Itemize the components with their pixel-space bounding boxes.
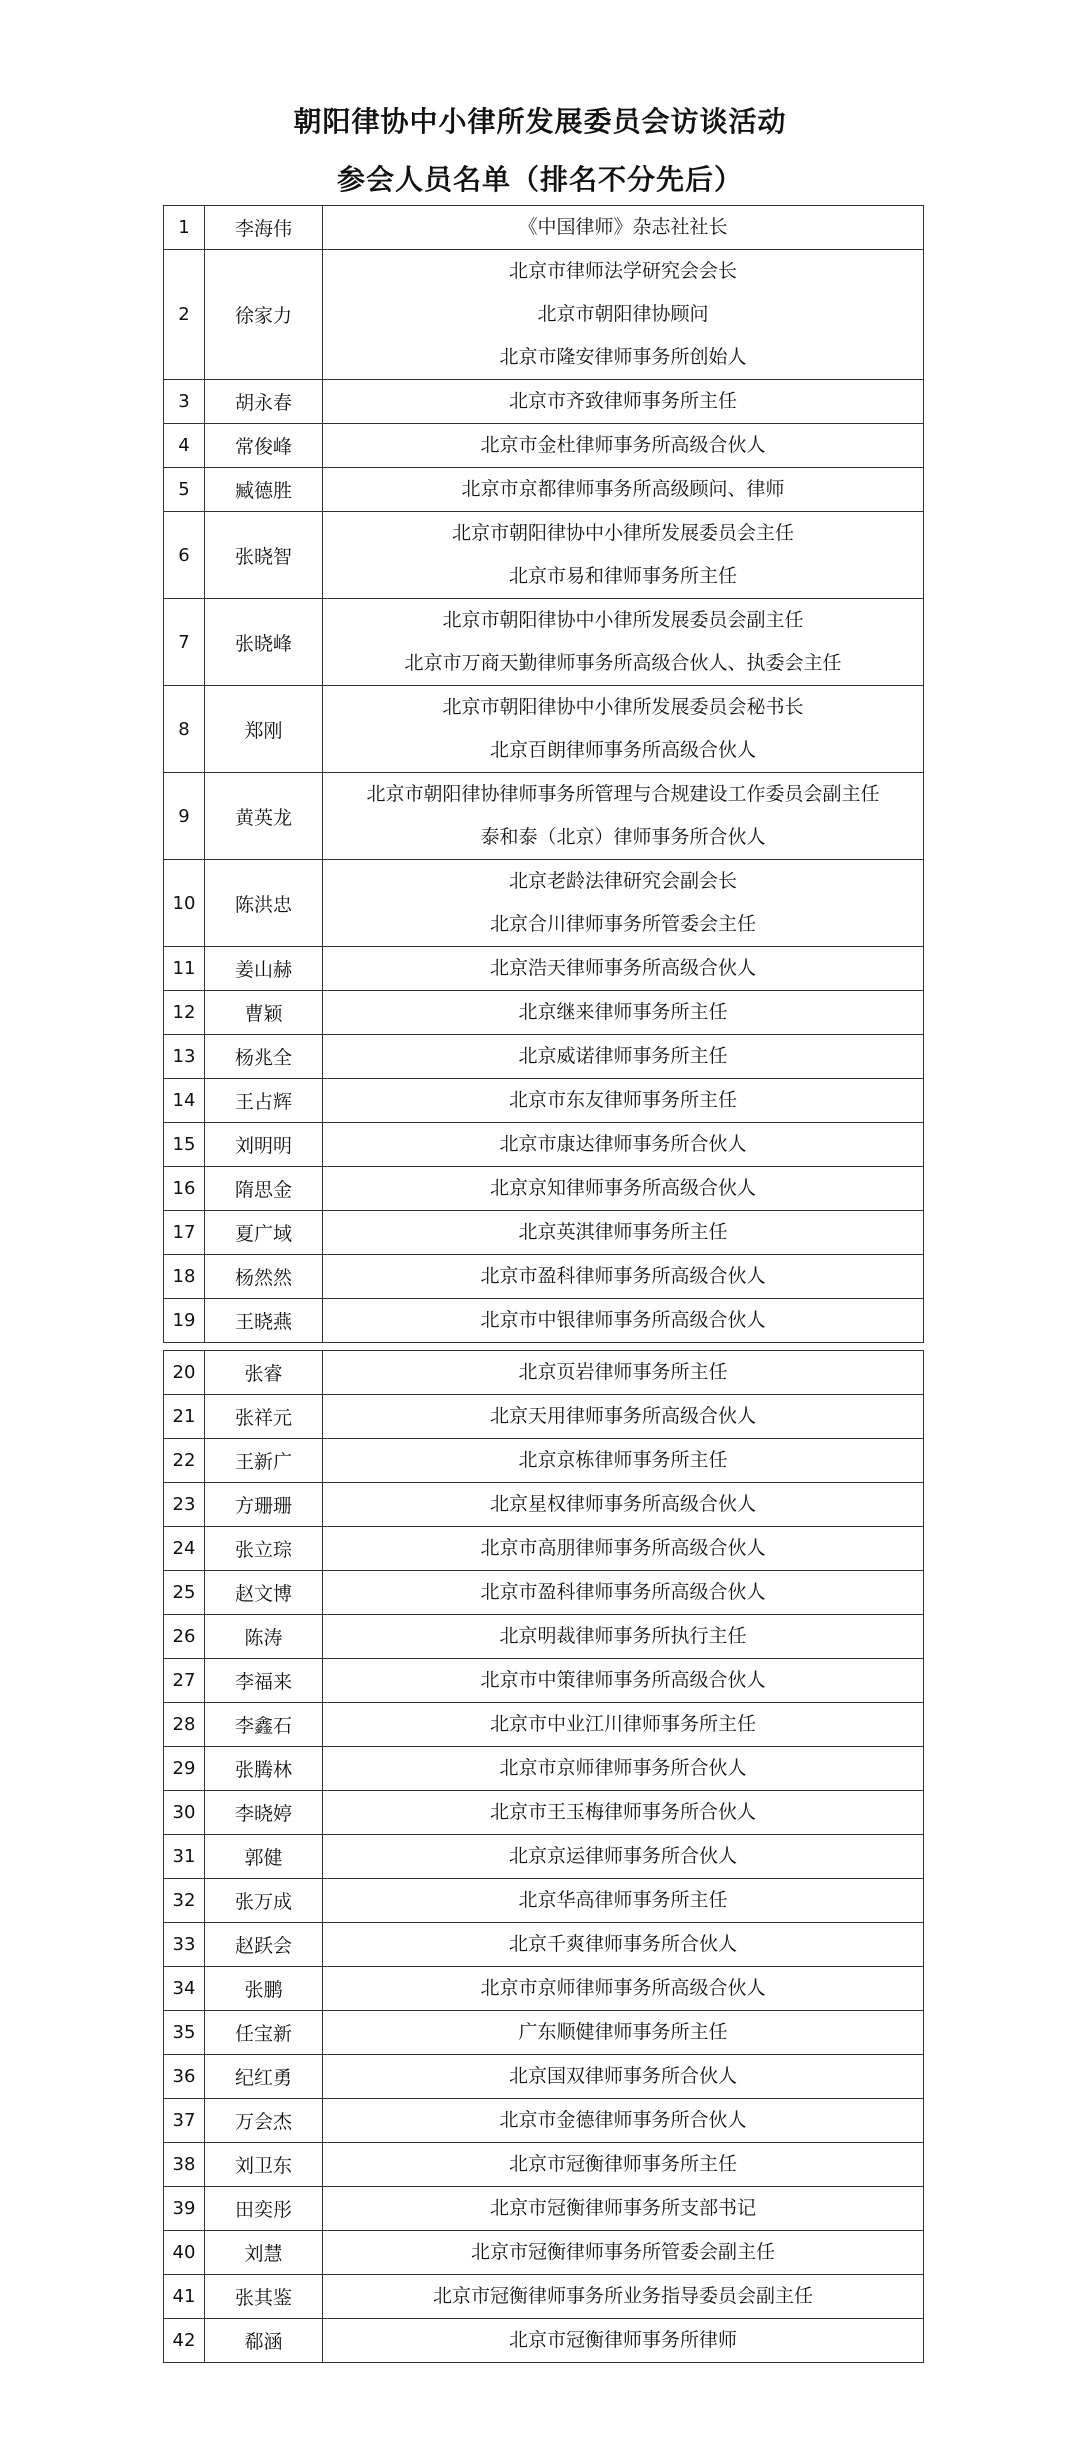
attendee-name: 张晓智 (205, 512, 323, 599)
attendee-name: 陈涛 (205, 1615, 323, 1659)
affiliation-line: 北京百朗律师事务所高级合伙人 (489, 739, 756, 761)
affiliation-line: 北京市冠衡律师事务所管委会副主任 (470, 2241, 775, 2263)
table-row (164, 1527, 924, 1571)
attendee-affiliation (323, 424, 924, 468)
row-number: 40 (164, 2231, 205, 2275)
row-number: 16 (164, 1167, 205, 1211)
document-subtitle: 参会人员名单（排名不分先后） (336, 163, 743, 196)
attendee-affiliation (323, 2055, 924, 2099)
table-row (164, 1967, 924, 2011)
attendee-affiliation (323, 1879, 924, 1923)
row-number: 8 (164, 686, 205, 773)
attendee-affiliation (323, 1395, 924, 1439)
row-number: 17 (164, 1211, 205, 1255)
affiliation-line: 北京明裁律师事务所执行主任 (499, 1625, 747, 1647)
attendee-name: 李晓婷 (205, 1791, 323, 1835)
table-row (164, 1747, 924, 1791)
table-row (164, 1703, 924, 1747)
attendee-name: 杨然然 (205, 1255, 323, 1299)
table-row (164, 2319, 924, 2363)
affiliation-line: 北京市京都律师事务所高级顾问、律师 (461, 478, 785, 500)
attendee-affiliation (323, 599, 924, 686)
affiliation-line: 北京市冠衡律师事务所业务指导委员会副主任 (432, 2285, 813, 2307)
table-row (164, 1791, 924, 1835)
table-row (164, 1923, 924, 1967)
attendee-affiliation (323, 1299, 924, 1343)
document-title: 朝阳律协中小律所发展委员会访谈活动 (293, 105, 787, 138)
row-number: 36 (164, 2055, 205, 2099)
attendee-affiliation (323, 206, 924, 250)
affiliation-line: 北京市易和律师事务所主任 (508, 565, 737, 587)
attendee-affiliation (323, 1967, 924, 2011)
attendee-affiliation (323, 1615, 924, 1659)
row-number: 28 (164, 1703, 205, 1747)
affiliation-line: 泰和泰（北京）律师事务所合伙人 (480, 826, 766, 848)
table-row (164, 1483, 924, 1527)
affiliation-line: 北京市齐致律师事务所主任 (508, 390, 737, 412)
table-row (164, 1835, 924, 1879)
table-row (164, 2231, 924, 2275)
attendee-name: 徐家力 (205, 250, 323, 380)
attendee-name: 赵文博 (205, 1571, 323, 1615)
attendee-affiliation (323, 1703, 924, 1747)
row-number: 13 (164, 1035, 205, 1079)
row-number: 18 (164, 1255, 205, 1299)
attendee-affiliation (323, 1835, 924, 1879)
affiliation-line: 北京千爽律师事务所合伙人 (508, 1933, 737, 1955)
table-row (164, 2055, 924, 2099)
attendee-affiliation (323, 512, 924, 599)
affiliation-line: 《中国律师》杂志社社长 (518, 216, 728, 238)
affiliation-line: 北京页岩律师事务所主任 (518, 1361, 728, 1383)
affiliation-line: 北京老龄法律研究会副会长 (508, 870, 737, 892)
affiliation-line: 北京市盈科律师事务所高级合伙人 (480, 1265, 766, 1287)
table-row (164, 2143, 924, 2187)
attendee-affiliation (323, 686, 924, 773)
attendee-name: 刘慧 (205, 2231, 323, 2275)
attendee-name: 姜山赫 (205, 947, 323, 991)
table-row (164, 1167, 924, 1211)
table-row (164, 1035, 924, 1079)
affiliation-line: 北京市隆安律师事务所创始人 (499, 346, 747, 368)
attendee-affiliation (323, 1527, 924, 1571)
table-row (164, 2187, 924, 2231)
row-number: 41 (164, 2275, 205, 2319)
affiliation-line: 北京市冠衡律师事务所支部书记 (489, 2197, 756, 2219)
affiliation-line: 北京市朝阳律协律师事务所管理与合规建设工作委员会副主任 (366, 783, 880, 805)
row-number: 10 (164, 860, 205, 947)
row-number: 30 (164, 1791, 205, 1835)
attendee-name: 杨兆全 (205, 1035, 323, 1079)
attendee-name: 张腾林 (205, 1747, 323, 1791)
attendee-name: 纪红勇 (205, 2055, 323, 2099)
attendee-name: 郭健 (205, 1835, 323, 1879)
affiliation-line: 北京京栋律师事务所主任 (518, 1449, 728, 1471)
attendee-name: 郑刚 (205, 686, 323, 773)
attendee-affiliation (323, 2187, 924, 2231)
affiliation-line: 北京合川律师事务所管委会主任 (489, 913, 756, 935)
row-number: 29 (164, 1747, 205, 1791)
affiliation-line: 北京继来律师事务所主任 (518, 1001, 728, 1023)
attendee-affiliation (323, 1035, 924, 1079)
row-number: 21 (164, 1395, 205, 1439)
attendee-name: 刘卫东 (205, 2143, 323, 2187)
affiliation-line: 北京华高律师事务所主任 (518, 1889, 728, 1911)
table-row (164, 1395, 924, 1439)
affiliation-line: 北京市金德律师事务所合伙人 (499, 2109, 747, 2131)
affiliation-line: 北京市康达律师事务所合伙人 (499, 1133, 747, 1155)
attendee-affiliation (323, 2319, 924, 2363)
affiliation-line: 北京市朝阳律协中小律所发展委员会主任 (451, 522, 794, 544)
row-number: 26 (164, 1615, 205, 1659)
row-number: 12 (164, 991, 205, 1035)
attendee-affiliation (323, 1351, 924, 1395)
table-row (164, 1351, 924, 1395)
attendee-name: 王新广 (205, 1439, 323, 1483)
attendee-affiliation (323, 1791, 924, 1835)
attendee-affiliation (323, 2143, 924, 2187)
affiliation-line: 北京市冠衡律师事务所主任 (508, 2153, 737, 2175)
attendee-name: 李鑫石 (205, 1703, 323, 1747)
row-number: 15 (164, 1123, 205, 1167)
table-row (164, 1659, 924, 1703)
affiliation-line: 北京威诺律师事务所主任 (518, 1045, 728, 1067)
attendee-name: 张其鉴 (205, 2275, 323, 2319)
row-number: 38 (164, 2143, 205, 2187)
affiliation-line: 北京市万商天勤律师事务所高级合伙人、执委会主任 (404, 652, 842, 674)
affiliation-line: 北京市朝阳律协中小律所发展委员会副主任 (442, 609, 804, 631)
attendee-affiliation (323, 1439, 924, 1483)
affiliation-line: 北京市王玉梅律师事务所合伙人 (489, 1801, 756, 1823)
attendee-name: 任宝新 (205, 2011, 323, 2055)
table-row (164, 860, 924, 947)
affiliation-line: 北京市朝阳律协顾问 (537, 303, 709, 325)
table-row (164, 380, 924, 424)
table-row (164, 1299, 924, 1343)
attendee-name: 曹颖 (205, 991, 323, 1035)
attendee-affiliation (323, 2011, 924, 2055)
affiliation-line: 北京市京师律师事务所合伙人 (499, 1757, 747, 1779)
table-row (164, 250, 924, 380)
attendee-name: 张万成 (205, 1879, 323, 1923)
table-row (164, 1255, 924, 1299)
attendee-affiliation (323, 947, 924, 991)
table-row (164, 686, 924, 773)
row-number: 24 (164, 1527, 205, 1571)
attendee-name: 张鹏 (205, 1967, 323, 2011)
affiliation-line: 北京星权律师事务所高级合伙人 (489, 1493, 756, 1515)
row-number: 22 (164, 1439, 205, 1483)
affiliation-line: 北京市盈科律师事务所高级合伙人 (480, 1581, 766, 1603)
affiliation-line: 北京京知律师事务所高级合伙人 (489, 1177, 756, 1199)
attendee-name: 臧德胜 (205, 468, 323, 512)
attendee-name: 张立琮 (205, 1527, 323, 1571)
attendee-name: 陈洪忠 (205, 860, 323, 947)
attendee-name: 王晓燕 (205, 1299, 323, 1343)
table-row (164, 947, 924, 991)
row-number: 32 (164, 1879, 205, 1923)
row-number: 33 (164, 1923, 205, 1967)
attendee-affiliation (323, 1079, 924, 1123)
table-row (164, 991, 924, 1035)
table-row (164, 2011, 924, 2055)
affiliation-line: 北京市律师法学研究会会长 (508, 260, 737, 282)
attendee-name: 万会杰 (205, 2099, 323, 2143)
table-row (164, 424, 924, 468)
row-number: 7 (164, 599, 205, 686)
attendee-affiliation (323, 1747, 924, 1791)
affiliation-line: 北京京运律师事务所合伙人 (508, 1845, 737, 1867)
table-row (164, 599, 924, 686)
affiliation-line: 北京国双律师事务所合伙人 (508, 2065, 737, 2087)
row-number: 20 (164, 1351, 205, 1395)
table-row (164, 2099, 924, 2143)
attendee-affiliation (323, 1211, 924, 1255)
attendee-affiliation (323, 991, 924, 1035)
attendee-affiliation (323, 2231, 924, 2275)
table-row (164, 1615, 924, 1659)
table-row (164, 1439, 924, 1483)
attendee-affiliation (323, 1483, 924, 1527)
attendee-affiliation (323, 468, 924, 512)
row-number: 2 (164, 250, 205, 380)
attendee-name: 赵跃会 (205, 1923, 323, 1967)
attendee-affiliation (323, 1123, 924, 1167)
attendee-name: 郗涵 (205, 2319, 323, 2363)
attendee-affiliation (323, 380, 924, 424)
row-number: 3 (164, 380, 205, 424)
attendee-name: 方珊珊 (205, 1483, 323, 1527)
affiliation-line: 北京市中银律师事务所高级合伙人 (480, 1309, 766, 1331)
row-number: 9 (164, 773, 205, 860)
row-number: 42 (164, 2319, 205, 2363)
row-number: 1 (164, 206, 205, 250)
affiliation-line: 北京市中业江川律师事务所主任 (489, 1713, 756, 1735)
row-number: 27 (164, 1659, 205, 1703)
table-row (164, 1571, 924, 1615)
row-number: 4 (164, 424, 205, 468)
attendee-affiliation (323, 860, 924, 947)
affiliation-line: 北京市京师律师事务所高级合伙人 (480, 1977, 766, 1999)
row-number: 5 (164, 468, 205, 512)
affiliation-line: 北京天用律师事务所高级合伙人 (489, 1405, 756, 1427)
attendee-affiliation (323, 1923, 924, 1967)
row-number: 35 (164, 2011, 205, 2055)
attendee-name: 李海伟 (205, 206, 323, 250)
affiliation-line: 北京市冠衡律师事务所律师 (508, 2329, 737, 2351)
affiliation-line: 北京浩天律师事务所高级合伙人 (489, 957, 756, 979)
attendee-name: 夏广域 (205, 1211, 323, 1255)
attendee-affiliation (323, 1659, 924, 1703)
attendee-affiliation (323, 1571, 924, 1615)
row-number: 31 (164, 1835, 205, 1879)
table-row (164, 1879, 924, 1923)
affiliation-line: 北京市金杜律师事务所高级合伙人 (480, 434, 766, 456)
row-number: 34 (164, 1967, 205, 2011)
table-row (164, 206, 924, 250)
attendee-name: 胡永春 (205, 380, 323, 424)
attendee-affiliation (323, 2099, 924, 2143)
attendee-affiliation (323, 2275, 924, 2319)
attendee-table-part-1 (163, 205, 924, 1343)
table-row (164, 1079, 924, 1123)
table-row (164, 1211, 924, 1255)
table-row (164, 1123, 924, 1167)
row-number: 37 (164, 2099, 205, 2143)
attendee-affiliation (323, 773, 924, 860)
row-number: 39 (164, 2187, 205, 2231)
attendee-name: 张睿 (205, 1351, 323, 1395)
row-number: 14 (164, 1079, 205, 1123)
attendee-name: 张祥元 (205, 1395, 323, 1439)
table-row (164, 2275, 924, 2319)
attendee-name: 王占辉 (205, 1079, 323, 1123)
attendee-name: 田奕彤 (205, 2187, 323, 2231)
affiliation-line: 北京市中策律师事务所高级合伙人 (480, 1669, 766, 1691)
attendee-affiliation (323, 1255, 924, 1299)
table-row (164, 773, 924, 860)
attendee-affiliation (323, 250, 924, 380)
table-row (164, 468, 924, 512)
attendee-name: 黄英龙 (205, 773, 323, 860)
row-number: 6 (164, 512, 205, 599)
attendee-name: 隋思金 (205, 1167, 323, 1211)
affiliation-line: 广东顺健律师事务所主任 (518, 2021, 728, 2043)
affiliation-line: 北京英淇律师事务所主任 (518, 1221, 728, 1243)
attendee-affiliation (323, 1167, 924, 1211)
attendee-name: 李福来 (205, 1659, 323, 1703)
attendee-name: 刘明明 (205, 1123, 323, 1167)
affiliation-line: 北京市高朋律师事务所高级合伙人 (480, 1537, 766, 1559)
attendee-table-part-2 (163, 1350, 924, 2363)
row-number: 25 (164, 1571, 205, 1615)
row-number: 19 (164, 1299, 205, 1343)
affiliation-line: 北京市东友律师事务所主任 (508, 1089, 737, 1111)
affiliation-line: 北京市朝阳律协中小律所发展委员会秘书长 (442, 696, 804, 718)
attendee-name: 张晓峰 (205, 599, 323, 686)
row-number: 11 (164, 947, 205, 991)
attendee-name: 常俊峰 (205, 424, 323, 468)
row-number: 23 (164, 1483, 205, 1527)
table-row (164, 512, 924, 599)
